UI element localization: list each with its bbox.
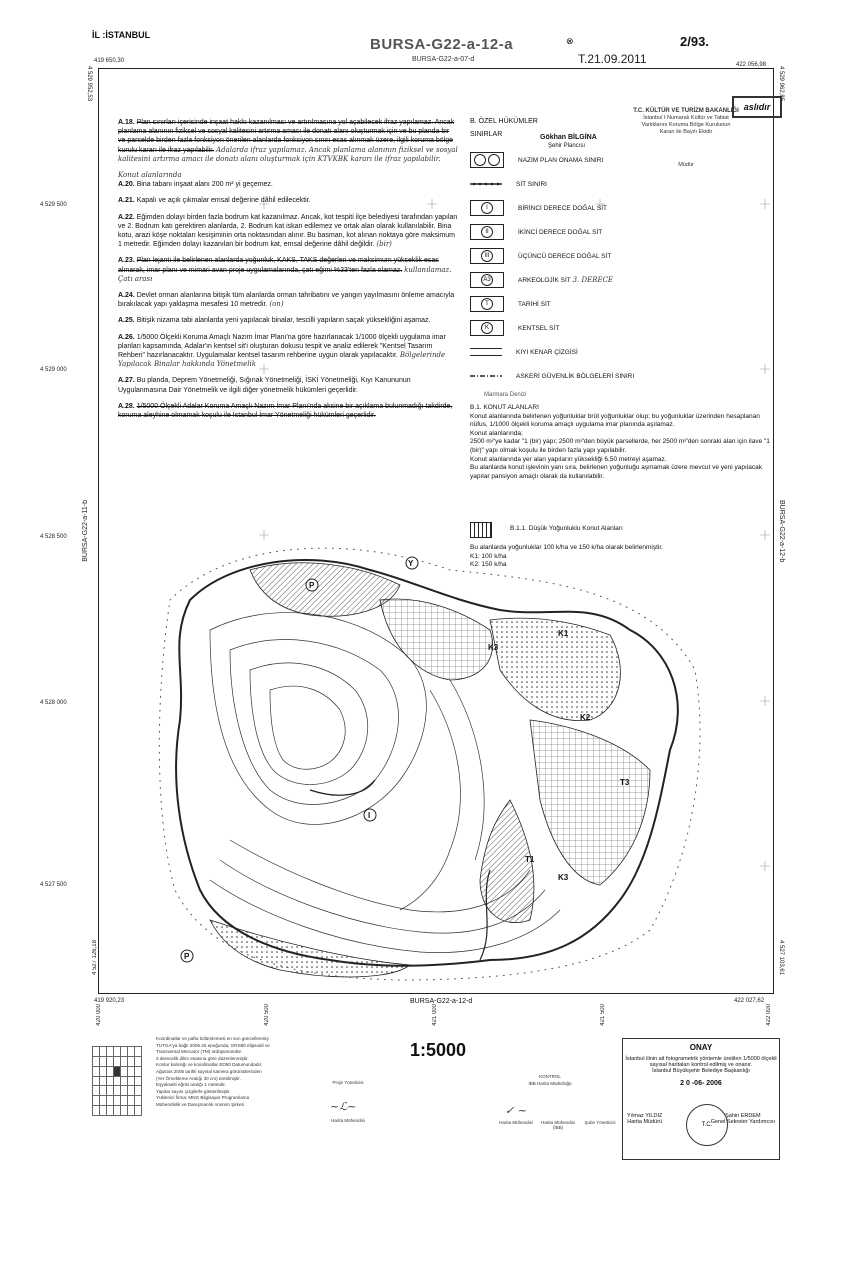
legend-title: B. ÖZEL HÜKÜMLER: [470, 118, 538, 125]
legend-row: I BİRİNCİ DERECE DOĞAL SİT: [470, 198, 770, 218]
third-degree-natural-site-icon: III: [470, 248, 504, 264]
urban-site-icon: K: [470, 320, 504, 336]
legend-row: ASKERİ GÜVENLİK BÖLGELERİ SINIRI: [470, 366, 770, 386]
map-label: K2: [580, 713, 591, 722]
approval-date: 2 0 -06- 2006: [680, 1080, 722, 1087]
note-item: A.18. Plan sınırları içerisinde inşaat hakkı kazanılması ve artırılmasına yol açabilecek ifraz yapılamaz. Ancak planlama alanının fiziksel ve sosyal kalitesini artırma amacı ile donatı alanı oluşturmak için ve bu planda bir ve parselde birden fazla fonksiyon önerilen alanlarda fonksiyon sınırı esas alınmak üzere, ilgili koruma bölge kurulu kararı ile ifraz yapılabilir. Adalarda ifraz yapılamaz. Ancak planlama alanının fiziksel ve sosyal kalitesini artırma amacı ile donatı alanı oluşturmak için KTVKBK kararı ile ifraz yapılabilir.: [118, 119, 458, 163]
note-item: A.23. Plan lejantı ile belirlenen alanlarda yoğunluk, KAKS, TAKS değerleri ve maksimum yükseklik esas alınarak, imar planı ve mimari avan proje uygulamalarında, çatı eğimi %33'ten fazla olamaz. kullanılamaz. Çatı arası: [118, 257, 452, 283]
adjacent-sheet-bottom: BURSA-G22-a-12-d: [410, 998, 473, 1005]
planner-role: Şehir Plancısı: [548, 143, 586, 149]
legend-row: III ÜÇÜNCÜ DERECE DOĞAL SİT: [470, 246, 770, 266]
map-credits: Koordinatlar ve pafta bölümlemesi en son güncellenmiş TUTGA'ya bağlı 2005.45 epoğunda, GRS80 elipsoidi ve Transversal Mercator (TM) ürdüşümündür. 3 derecelik dilim esasına göre düzenlenmiştir. Kontur kalınlığı ve koordinatlar ED50 Datumundadır. Ağustos 2005 tarihli sayısal kamera görüntülerinden (Yer Örnekleme Aralığı 30 cm) üretilmiştir. Eşyükselti eğrisi aralığı 1 metredir. Yapılar sayısı çizgilerle gösterilmiştir. Yüklenici firma: MNG Bilgisayar Programlama Mühendislik ve Danışmanlık Anonim Şirketi: [156, 1036, 270, 1107]
control-sub-label: İBB Harita Müdürlüğü: [528, 1081, 572, 1086]
site-boundary-icon: [470, 177, 502, 191]
signer-role: Harita Mühendisi (İBB): [541, 1120, 575, 1130]
adjacent-sheet-top: BURSA-G22-a-07-d: [412, 56, 475, 63]
map-label: P: [309, 581, 315, 590]
stamp-date: T.21.09.2011: [578, 52, 647, 66]
map-label: K3: [488, 643, 499, 652]
historic-site-icon: T: [470, 296, 504, 312]
note-item: A.25. Bitişik nizama tabi alanlarda yeni yapılacak binalar, tescilli yapıların saçak yüksekliğini aşamaz.: [118, 317, 431, 325]
housing-areas-text: B.1. KONUT ALANLARI Konut alanlarında belirlenen yoğunluklar brüt yoğunluklar olup; bu yoğunluklar üzerinden hesaplanan nüfus, 1/1000 ölçekli koruma amaçlı uygulama imar planında aşılamaz. Konut alanlarında; 2500 m²'ye kadar "1 (bir) yapı; 2500 m²'den büyük parsellerde, her 2500 m²'den sonraki alan için ilave "1 (bir)" yapı olmak koşulu ile birden fazla yapı yapılabilir. Konut alanlarında yer alan yapıların yüksekliği 6,50 metreyi aşamaz. Bu alanlarda konut işlevinin yanı sıra, belirlenen yoğunluğu aşmamak üzere mevcut ve yeni yapılacak yapılar pansiyon amaçlı olarak da kullanılabilir.: [470, 404, 770, 480]
coord-x-tick: 422 000: [766, 1004, 772, 1026]
note-item: A.24. Devlet orman alanlarına bitişik tüm alanlarda orman tahribatını ve yangın yayılmasını önleme amacıyla bırakılacak yapı yaklaşma mesafesi 10 metredir. (on): [118, 292, 455, 309]
coastline-icon: [470, 348, 502, 356]
handwritten-signature: ✓ ~: [505, 1104, 527, 1117]
page-number: 2/93.: [680, 34, 709, 49]
map-label: P: [184, 952, 190, 961]
coord-bottom-left-x: 419 920,23: [94, 998, 125, 1004]
note-item: Konut alanlarında A.20. Bina tabanı inşaat alanı 200 m² yi geçemez.: [118, 171, 273, 189]
first-degree-natural-site-icon: I: [470, 200, 504, 216]
note-item: A.22. Eğimden dolayı birden fazla bodrum kat kazanılmaz. Ancak, kot tespiti ilçe belediyesi tarafından yapılan ve 2. Bodrum katı gerektiren alanlarda, 2. Bodrum kat iskan edilemez ve ortak alan olarak kullanılabilir. Bina kotu, arazi köşe noktaları kesişiminin orta noktasından alınır. Bu basman, kot alınan noktaya göre maksimum 1 metredir. Eğimden dolayı kazanılan bir bodrum kat, emsal değerine dâhil değildir. (bir): [118, 213, 458, 249]
note-item: A.21. Kapalı ve açık çıkmalar emsal değerine dâhil edilecektir.: [118, 197, 311, 205]
map-engineer-label: Harita Mühendisi: [331, 1118, 365, 1123]
coord-top-right-x: 422 056,98: [736, 62, 767, 68]
coord-y-tick: 4 529 500: [40, 202, 67, 208]
adjacent-sheet-right: BURSA-G22-a-12-b: [778, 500, 785, 563]
note-item: A.26. 1/5000 Ölçekli Koruma Amaçlı Nazım İmar Planı'na göre hazırlanacak 1/1000 ölçekli uygulama imar planları kapsamında, Adalar'ın kentsel sit'i oluşturan dokusu tespit ve analiz edilerek "Kentsel Tasarım Rehberi" hazırlanacaktır. Uygulamalar kentsel tasarım rehberine uygun olarak yapılacaktır. Bölgelerinde Yapılacak Binalar hakkında Yönetmelik: [118, 333, 446, 369]
coord-x-tick: 421 500: [600, 1004, 606, 1026]
map-label: I: [368, 811, 371, 820]
legend-row: SİT SINIRI: [470, 174, 770, 194]
sheet-title: BURSA-G22-a-12-a: [370, 36, 514, 53]
stamp-mark-icon: ⊗: [566, 36, 574, 46]
legend-row: NAZIM PLAN ONAMA SINIRI: [470, 150, 770, 170]
legend-row: T TARİHİ SİT: [470, 294, 770, 314]
map-label: T3: [620, 778, 630, 787]
coord-top-left-x: 419 650,30: [94, 58, 125, 64]
coord-bottom-right-x: 422 027,62: [734, 998, 765, 1004]
coord-x-tick: 420 500: [264, 1004, 270, 1026]
coord-bottom-left-y: 4 527 126,18: [92, 940, 98, 976]
legend-row: K KENTSEL SİT: [470, 318, 770, 338]
coord-x-tick: 420 000: [96, 1004, 102, 1026]
map-label: K1: [558, 629, 569, 638]
density-values: Bu alanlarda yoğunluklar 100 k/ha ve 150 k/ha olarak belirlenmiştir. K1: 100 k/ha K2: 150 k/ha: [470, 544, 663, 569]
handwritten-signature: ~ℒ~: [330, 1100, 357, 1113]
coord-top-left-y: 4 529 952,53: [86, 66, 92, 102]
sea-label: Marmara Denizi: [484, 392, 527, 398]
planner-signature: Gökhan BİLGİNA: [540, 134, 597, 141]
legend-subtitle: SINIRLAR: [470, 131, 503, 138]
plan-notes: [118, 118, 458, 427]
sheet-index-grid: [92, 1046, 142, 1116]
archaeological-site-icon: A3: [470, 272, 504, 288]
note-item: A.28. 1/5000 Ölçekli Adalar Koruma Amaçlı Nazım İmar Planı'nda aksine bir açıklama bulunmadığı takdirde, koruma aleyhine olmamak koşulu ile İstanbul İmar Yönetmeliği hükümleri geçerlidir.: [118, 402, 453, 420]
low-density-heading: B.1.1. Düşük Yoğunluklu Konut Alanları: [510, 525, 623, 532]
coord-x-tick: 421 000: [432, 1004, 438, 1026]
coord-top-right-y: 4 529 962,85: [778, 66, 784, 102]
legend-row: KIYI KENAR ÇİZGİSİ: [470, 342, 770, 362]
approval-box: ONAY İstanbul ilinin ait fotogrametrik yöntemle üretilen 1/5000 ölçekli sayısal haritaları kontrol edilmiş ve onanır. İstanbul Büyükşehir Belediye Başkanlığı 2 0 -06- 2006 Yılmaz YILDIZ Harita Müdürü Şahin ERDEM Genel Sekreter Yardımcısı: [622, 1038, 780, 1160]
low-density-housing-icon: [470, 522, 492, 538]
signer-role: Harita Mühendisi: [499, 1120, 533, 1125]
map-label: T1: [525, 855, 535, 864]
map-label: K3: [558, 873, 569, 882]
ministry-stamp: T.C. KÜLTÜR VE TURİZM BAKANLIĞI İstanbul I Numaralı Kültür ve Tabiat Varlıklarını Koruma Bölge Kurulunun Kararı ile Bayılı Ekidir Müdür: [633, 108, 739, 168]
coord-y-tick: 4 528 500: [40, 534, 67, 540]
aslidir-stamp: aslıdır: [732, 96, 782, 118]
coord-y-tick: 4 529 000: [40, 367, 67, 373]
note-item: A.27. Bu planda, Deprem Yönetmeliği, Sığınak Yönetmeliği, İSKİ Yönetmeliği, Kıyı Kanununun Uygulanmasına Dair Yönetmelik ve ilgili diğer yönetmelik hükümleri geçerlidir.: [118, 377, 411, 394]
control-label: KONTROL: [539, 1074, 561, 1079]
province-label: İL :İSTANBUL: [92, 30, 151, 40]
coord-bottom-right-y: 4 527 103,61: [778, 940, 784, 976]
signer-role: Şube Yöneticisi: [584, 1120, 616, 1125]
second-degree-natural-site-icon: II: [470, 224, 504, 240]
legend-row: II İKİNCİ DERECE DOĞAL SİT: [470, 222, 770, 242]
project-manager-label: Proje Yöneticisi: [332, 1080, 364, 1085]
approval-boundary-icon: [470, 152, 504, 168]
coord-y-tick: 4 528 000: [40, 700, 67, 706]
municipality-seal-icon: T.C.: [686, 1104, 728, 1146]
island-map: [150, 540, 730, 985]
legend-row: A3 ARKEOLOJİK SİT 3. DERECE: [470, 270, 770, 290]
coord-y-tick: 4 527 500: [40, 882, 67, 888]
map-scale: 1:5000: [410, 1040, 467, 1060]
military-zone-icon: [470, 369, 502, 383]
adjacent-sheet-left: BURSA-G22-a-11-b: [82, 500, 89, 562]
map-label: Y: [408, 559, 414, 568]
